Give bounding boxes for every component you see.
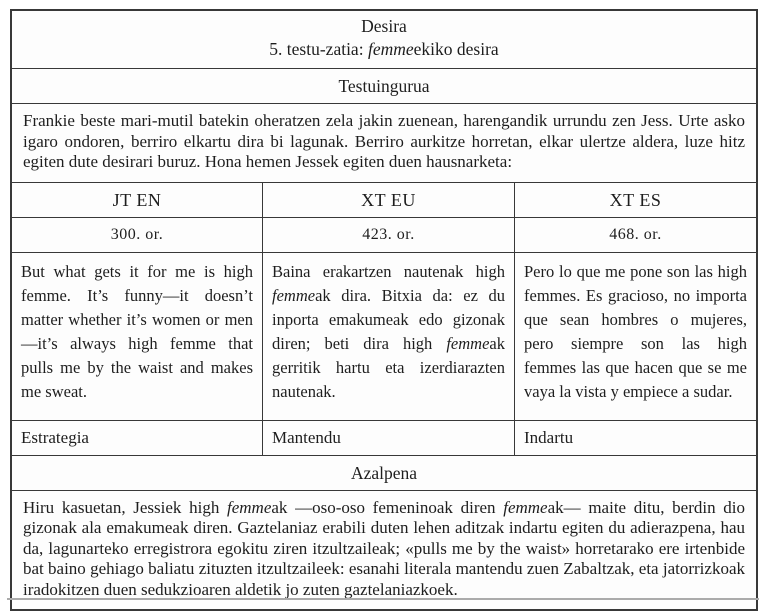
table-subtitle: [12, 38, 756, 61]
explanation-run1: Hiru kasuetan, Jessiek high: [23, 497, 227, 517]
page-number-en: 300. or.: [110, 225, 164, 243]
subtitle-femme-italic: femme: [367, 39, 414, 59]
quote-eu-run5: ak gerritik hartu eta izerdiarazten nautenak.: [272, 333, 505, 401]
explanation-femme-italic-2: femme: [503, 497, 548, 517]
subtitle-post: ekiko desira: [413, 39, 499, 59]
table-title: [12, 15, 756, 38]
subtitle-pre: 5. testu-zatia:: [269, 39, 368, 59]
explanation-femme-italic-1: femme: [227, 497, 272, 517]
column-header-row: [12, 182, 756, 217]
quote-eu-femme-italic-1: femme: [272, 285, 316, 305]
context-section-label: Testuingurua: [338, 76, 430, 96]
explanation-section-header: [12, 455, 756, 490]
title-line1: Desira: [361, 16, 407, 36]
translation-analysis-table: [10, 9, 758, 611]
strategy-es: Indartu: [514, 421, 756, 455]
quote-en: But what gets it for me is high femme. It’s funny—it doesn’t matter whether it’s women or men—it’s always high femme that pulls me by the waist and makes me sweat.: [21, 261, 253, 401]
strategy-row: [12, 420, 756, 455]
page-number-eu: 423. or.: [262, 218, 514, 252]
column-header-jt-en: JT EN: [112, 189, 162, 210]
column-header-xt-es: XT ES: [514, 183, 756, 217]
quote-row: [12, 252, 756, 420]
page-number-es: 468. or.: [514, 218, 756, 252]
explanation-run5: ak— maite ditu, berdin dio gizonak ala emakumeak diren. Gaztelaniaz erabili duten lehen aditzak indartu egiten du adierazpena, hau da, lagunarteko erregistrora egokitu ziren itzultzaileak; «pulls me by the waist» horretarako ere irtenbide bat baino gehiago baliatu zituzten itzultzaileek: esanahi literala mantendu zuen Zabaltzak, eta jatorrizkoak iradokitzen duen sedukzioaren aldetik jo zuten gaztelaniazkoek.: [23, 497, 745, 599]
explanation-paragraph: [12, 490, 756, 610]
strategy-label: Estrategia: [21, 427, 89, 447]
quote-eu-run3: ak dira. Bitxia da: ez du inporta emakumeak edo gizonak diren; beti dira high: [272, 285, 505, 353]
quote-eu-run1: Baina erakartzen nautenak high: [272, 261, 505, 281]
page-number-row: [12, 217, 756, 252]
context-paragraph: Frankie beste mari-mutil batekin oheratzen zela jakin zuenean, harengandik urrundu zen Jess. Urte asko igaro ondoren, berriro elkartu dira bi lagunak. Berriro aurkitze horretan, elkar ulertze aldera, luze hitz egiten dute desirari buruz. Hona hemen Jessek egiten duen hausnarketa:: [12, 103, 756, 182]
quote-eu: [262, 253, 514, 420]
strategy-eu: Mantendu: [262, 421, 514, 455]
page-edge-line: [7, 598, 759, 600]
column-header-xt-eu: XT EU: [262, 183, 514, 217]
context-section-header: [12, 68, 756, 103]
table-title-row: [12, 11, 756, 68]
quote-es: Pero lo que me pone son las high femmes. Es gracioso, no importa que sean hombres o mujeres, pero siempre son las high femmes las que hacen que se me vaya la vista y empiece a sudar.: [514, 253, 756, 420]
explanation-run3: ak —oso-oso femeninoak diren: [271, 497, 504, 517]
quote-eu-femme-italic-2: femme: [446, 333, 490, 353]
explanation-section-label: Azalpena: [350, 462, 418, 483]
